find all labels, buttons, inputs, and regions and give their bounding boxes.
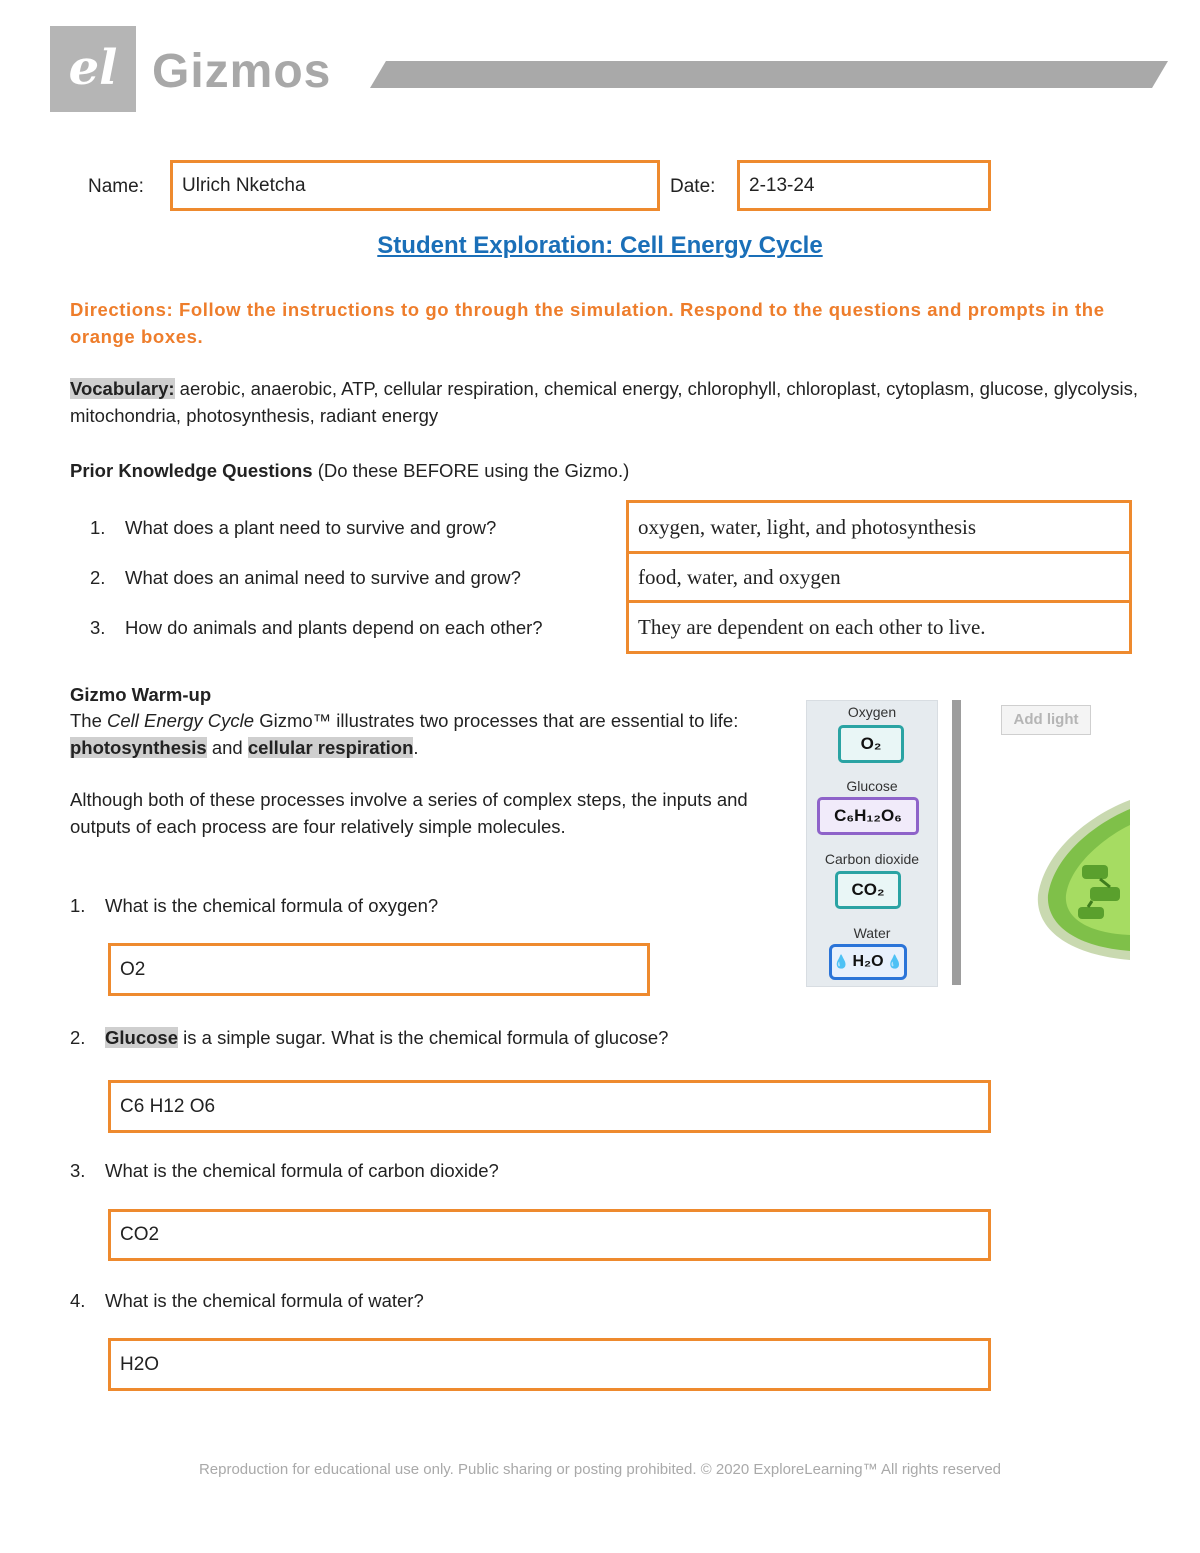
page-title: Student Exploration: Cell Energy Cycle — [377, 232, 823, 259]
date-value: 2-13-24 — [749, 174, 815, 196]
warmup-answer-3-text: CO2 — [120, 1224, 160, 1245]
oxygen-label: Oxygen — [847, 704, 897, 720]
add-light-button[interactable]: Add light — [1001, 705, 1091, 735]
prior-answer-1-text: oxygen, water, light, and photosynthesis — [638, 514, 977, 539]
term-photosynthesis: photosynthesis — [70, 737, 207, 758]
warmup-answer-1[interactable] — [108, 943, 650, 996]
prior-heading: Prior Knowledge Questions — [70, 460, 313, 481]
carbon-dioxide-chip[interactable]: CO₂ — [835, 871, 901, 909]
header-bar — [370, 61, 1168, 88]
warmup-q3-num: 3. — [70, 1160, 86, 1181]
prior-heading-line — [70, 457, 629, 484]
warmup-q4-num: 4. — [70, 1290, 86, 1311]
logo-mark: el — [68, 40, 118, 96]
oxygen-chip[interactable]: O₂ — [838, 725, 904, 763]
warmup-answer-2-text: C6 H12 O6 — [120, 1095, 216, 1117]
prior-q3-text: How do animals and plants depend on each other? — [125, 617, 543, 638]
warmup-q2-num: 2. — [70, 1027, 86, 1048]
warmup-intro — [70, 707, 760, 761]
prior-answer-3-text: They are dependent on each other to live. — [638, 614, 986, 639]
warmup-q1-num: 1. — [70, 895, 86, 916]
water-chip[interactable] — [829, 944, 907, 980]
vocabulary-text: aerobic, anaerobic, ATP, cellular respiration, chemical energy, chlorophyll, chloroplast, cytoplasm, glucose, glycolysis, mitochondria, photosynthesis, radiant energy — [70, 378, 1139, 426]
glucose-label: Glucose — [846, 778, 898, 794]
warmup-q2-text: is a simple sugar. What is the chemical formula of glucose? — [178, 1027, 669, 1048]
date-label: Date: — [670, 176, 716, 197]
warmup-answer-4[interactable] — [108, 1338, 991, 1391]
warmup-q1-text: What is the chemical formula of oxygen? — [105, 895, 439, 916]
warmup-q2-line — [105, 1024, 668, 1051]
warmup-text-d: . — [413, 737, 419, 758]
prior-answer-2-text: food, water, and oxygen — [638, 564, 841, 589]
water-label: Water — [853, 925, 891, 941]
prior-q2-num: 2. — [90, 567, 106, 588]
vocabulary-label: Vocabulary: — [70, 378, 175, 399]
footer-notice: Reproduction for educational use only. Public sharing or posting prohibited. © 2020 ExploreLearning™ All rights reserved — [198, 1461, 1002, 1478]
prior-answer-1[interactable] — [626, 500, 1132, 554]
prior-q2-text: What does an animal need to survive and grow? — [125, 567, 521, 588]
brand-name: Gizmos — [152, 45, 332, 98]
gizmos-logo — [50, 26, 136, 112]
carbon-dioxide-label: Carbon dioxide — [824, 851, 920, 867]
warmup-paragraph-2: Although both of these processes involve a series of complex steps, the inputs and outputs of each process are four relatively simple molecules. — [70, 789, 748, 837]
chloroplast-image — [1030, 795, 1130, 965]
water-drop-icon: 💧 — [886, 954, 903, 969]
term-glucose: Glucose — [105, 1027, 178, 1048]
gizmo-divider — [952, 700, 961, 985]
warmup-text-c: and — [206, 737, 248, 758]
warmup-answer-1-text: O2 — [120, 958, 146, 980]
glucose-chip[interactable]: C₆H₁₂O₆ — [817, 797, 919, 835]
term-cellular-respiration: cellular respiration — [247, 737, 414, 758]
prior-q3-num: 3. — [90, 617, 106, 638]
warmup-heading: Gizmo Warm-up — [70, 684, 212, 705]
directions: Directions: Follow the instructions to go through the simulation. Respond to the questions and prompts in the orange boxes. — [70, 299, 1105, 347]
warmup-answer-2[interactable] — [108, 1080, 991, 1133]
name-label: Name: — [88, 176, 144, 197]
warmup-answer-3[interactable] — [108, 1209, 991, 1261]
warmup-q4-text: What is the chemical formula of water? — [105, 1290, 424, 1311]
warmup-text-a: The — [70, 710, 108, 731]
prior-q1-text: What does a plant need to survive and grow? — [125, 517, 497, 538]
warmup-gizmo-name: Cell Energy Cycle — [107, 710, 255, 731]
gizmo-molecule-panel — [806, 700, 938, 987]
prior-q1-num: 1. — [90, 517, 106, 538]
prior-answer-3[interactable] — [626, 600, 1132, 654]
water-formula: H₂O — [852, 953, 884, 970]
warmup-answer-4-text: H2O — [120, 1353, 160, 1375]
prior-note: (Do these BEFORE using the Gizmo.) — [312, 460, 630, 481]
prior-answer-2[interactable] — [626, 551, 1132, 603]
date-field[interactable] — [737, 160, 991, 211]
warmup-text-b: Gizmo™ illustrates two processes that are essential to life: — [254, 710, 739, 731]
name-field[interactable] — [170, 160, 660, 211]
warmup-q3-text: What is the chemical formula of carbon dioxide? — [105, 1160, 499, 1181]
name-value: Ulrich Nketcha — [182, 174, 306, 196]
vocabulary — [70, 375, 1140, 429]
water-drop-icon: 💧 — [833, 954, 850, 969]
